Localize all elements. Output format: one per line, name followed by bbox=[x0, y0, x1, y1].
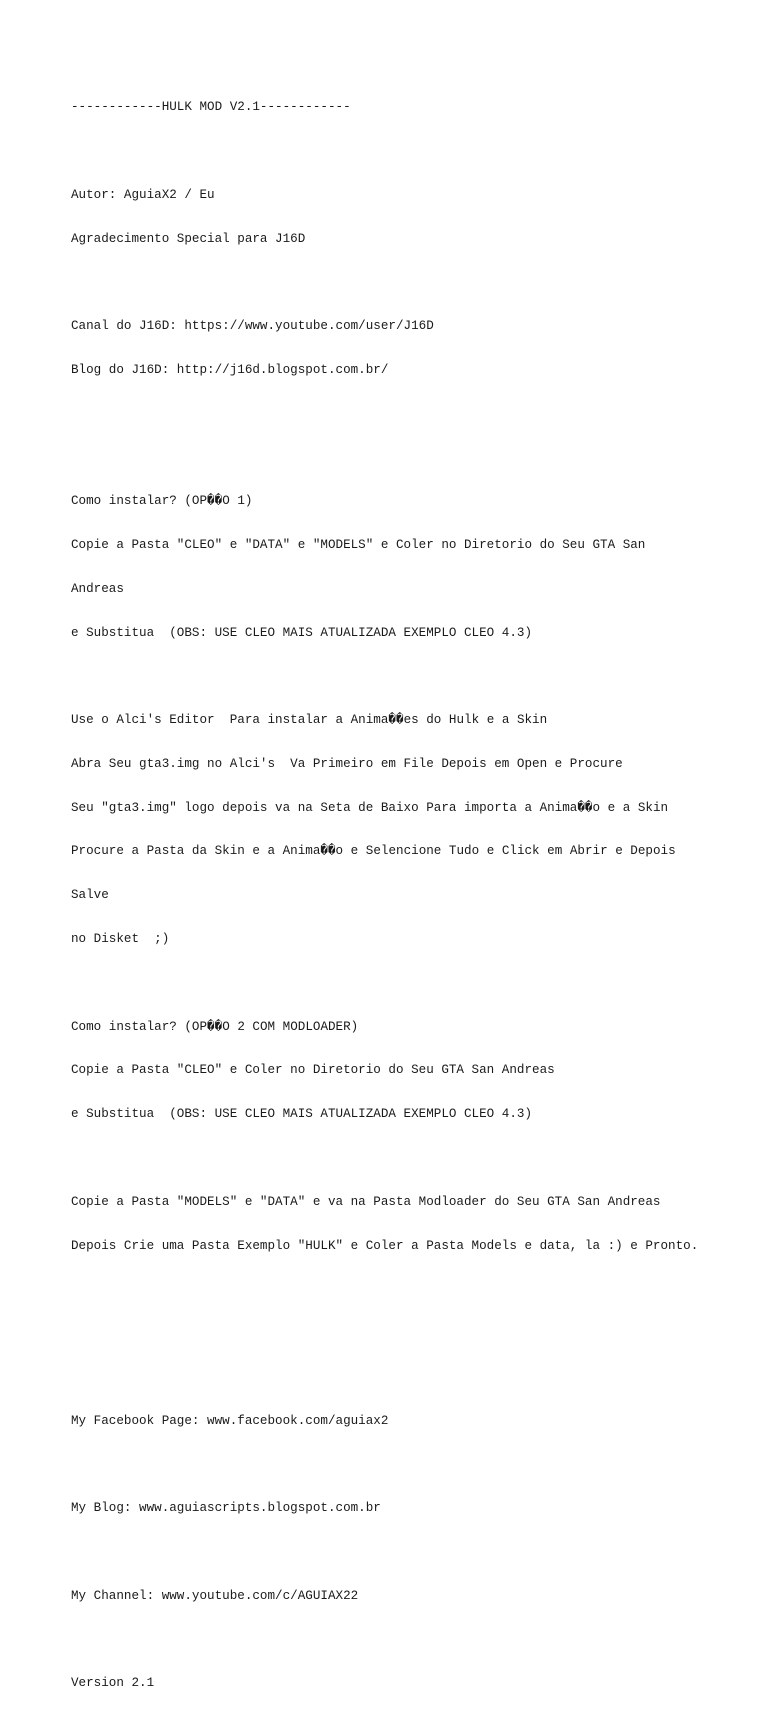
blank-line bbox=[71, 1545, 761, 1560]
blank-line bbox=[71, 669, 761, 684]
channel-line: Canal do J16D: https://www.youtube.com/user/J16D bbox=[71, 319, 434, 334]
blank-line bbox=[71, 275, 761, 290]
install-text-line: e Substitua (OBS: USE CLEO MAIS ATUALIZADA EXEMPLO CLEO 4.3) bbox=[71, 1107, 533, 1122]
blank-line bbox=[71, 976, 761, 991]
blank-line bbox=[71, 1457, 761, 1472]
editor-text-line: Salve bbox=[71, 888, 109, 903]
blank-line bbox=[71, 144, 761, 159]
editor-text-line: Use o Alci's Editor Para instalar a Anima��es do Hulk e a Skin bbox=[71, 713, 548, 728]
editor-text-line: Abra Seu gta3.img no Alci's Va Primeiro em File Depois em Open e Procure bbox=[71, 756, 623, 771]
title-line: ------------HULK MOD V2.1------------ bbox=[71, 100, 351, 115]
blank-line bbox=[71, 1151, 761, 1166]
install-option-1-heading: Como instalar? (OP��O 1) bbox=[71, 494, 253, 509]
thanks-line: Agradecimento Special para J16D bbox=[71, 231, 306, 246]
install-text-line: Copie a Pasta "CLEO" e Coler no Diretorio do Seu GTA San Andreas bbox=[71, 1063, 555, 1078]
install-option-2-heading: Como instalar? (OP��O 2 COM MODLOADER) bbox=[71, 1019, 359, 1034]
modloader-text-line: Copie a Pasta "MODELS" e "DATA" e va na Pasta Modloader do Seu GTA San Andreas bbox=[71, 1194, 661, 1209]
blank-line bbox=[71, 407, 761, 422]
blank-line bbox=[71, 1326, 761, 1341]
editor-text-line: Procure a Pasta da Skin e a Anima��o e Selencione Tudo e Click em Abrir e Depois bbox=[71, 844, 676, 859]
modloader-text-line: Depois Crie uma Pasta Exemplo "HULK" e Coler a Pasta Models e data, la :) e Pronto. bbox=[71, 1238, 699, 1253]
blank-line bbox=[71, 1282, 761, 1297]
blank-line bbox=[71, 450, 761, 465]
my-blog-line: My Blog: www.aguiascripts.blogspot.com.br bbox=[71, 1501, 381, 1516]
author-line: Autor: AguiaX2 / Eu bbox=[71, 187, 215, 202]
facebook-line: My Facebook Page: www.facebook.com/aguiax2 bbox=[71, 1413, 389, 1428]
blank-line bbox=[71, 1370, 761, 1385]
install-text-line: Copie a Pasta "CLEO" e "DATA" e "MODELS" e Coler no Diretorio do Seu GTA San bbox=[71, 538, 646, 552]
my-channel-line: My Channel: www.youtube.com/c/AGUIAX22 bbox=[71, 1588, 359, 1603]
version-line: Version 2.1 bbox=[71, 1676, 155, 1691]
blog-line: Blog do J16D: http://j16d.blogspot.com.br/ bbox=[71, 362, 389, 377]
install-text-line: Andreas bbox=[71, 581, 124, 596]
document-text bbox=[71, 71, 761, 1720]
blank-line bbox=[71, 1633, 761, 1648]
install-text-line: e Substitua (OBS: USE CLEO MAIS ATUALIZADA EXEMPLO CLEO 4.3) bbox=[71, 625, 533, 640]
editor-text-line: Seu "gta3.img" logo depois va na Seta de Baixo Para importa a Anima��o e a Skin bbox=[71, 800, 669, 815]
editor-text-line: no Disket ;) bbox=[71, 932, 170, 947]
